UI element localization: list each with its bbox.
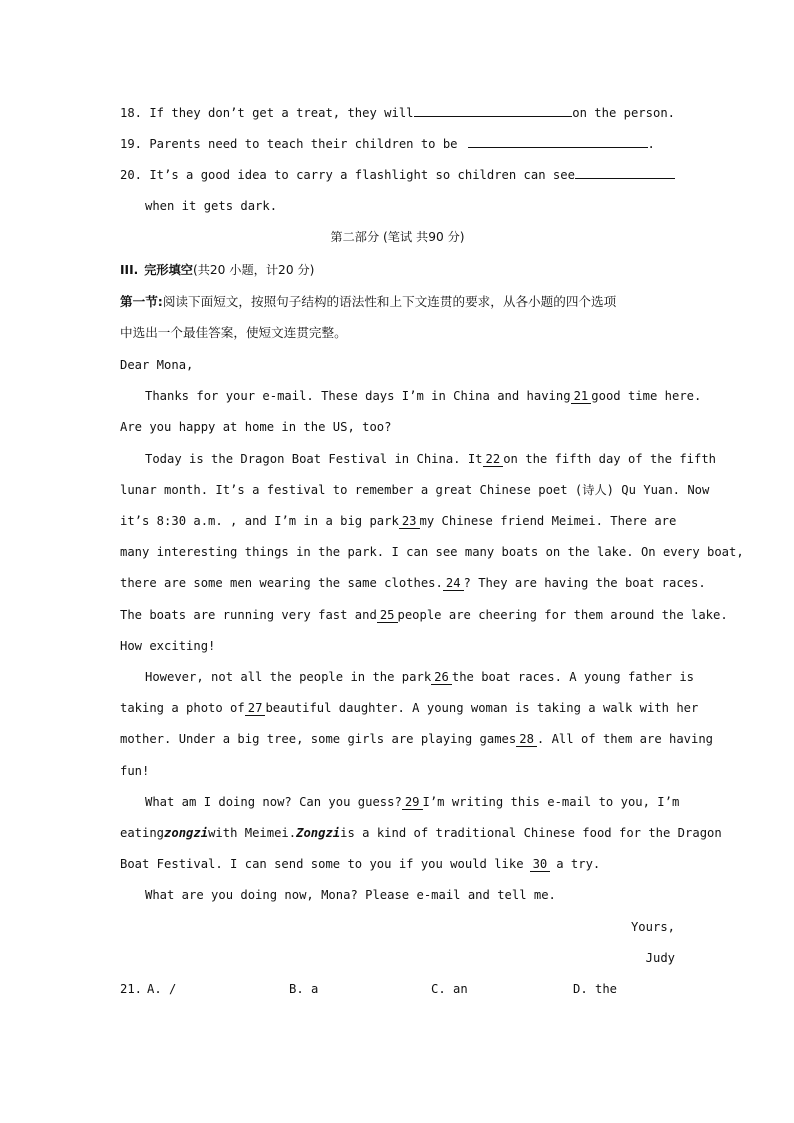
blank-30: 30 bbox=[530, 857, 551, 872]
letter-text: eating bbox=[120, 826, 165, 840]
signature-text: Judy bbox=[645, 951, 675, 965]
letter-greeting bbox=[120, 355, 675, 375]
blank-22: 22 bbox=[483, 452, 504, 467]
question-18-end: on the person. bbox=[572, 106, 675, 120]
letter-text: many interesting things in the park. I can see many boats on the lake. On every boat, bbox=[120, 545, 744, 559]
closing-text: Yours, bbox=[630, 920, 675, 934]
answer-blank-20 bbox=[575, 165, 675, 179]
greeting-text: Dear Mona, bbox=[120, 358, 194, 372]
section-number: III. bbox=[120, 263, 139, 277]
letter-text: What am I doing now? Can you guess? bbox=[145, 795, 402, 809]
letter-line bbox=[120, 511, 675, 531]
letter-line bbox=[145, 449, 717, 469]
letter-line bbox=[120, 698, 699, 718]
letter-signature bbox=[120, 948, 675, 968]
letter-closing bbox=[120, 917, 675, 937]
blank-24: 24 bbox=[443, 576, 464, 591]
blank-23: 23 bbox=[399, 514, 420, 529]
letter-text: ? They are having the boat races. bbox=[463, 576, 706, 590]
letter-line bbox=[145, 386, 702, 406]
letter-line bbox=[120, 823, 722, 843]
letter-text: it’s 8:30 a.m. , and I’m in a big park bbox=[120, 514, 399, 528]
section-three-heading bbox=[120, 260, 675, 280]
letter-text: . All of them are having bbox=[536, 732, 714, 746]
letter-text: lunar month. It’s a festival to remember a great Chinese poet (诗人) Qu Yuan. Now bbox=[120, 483, 710, 497]
instructions-line-2 bbox=[120, 323, 675, 343]
question-21-number: 21. bbox=[120, 982, 143, 996]
blank-26: 26 bbox=[431, 670, 452, 685]
letter-text: with Meimei. bbox=[208, 826, 297, 840]
letter-text: What are you doing now, Mona? Please e-mail and tell me. bbox=[145, 888, 556, 902]
letter-text: Are you happy at home in the US, too? bbox=[120, 420, 392, 434]
letter-text: I’m writing this e-mail to you, I’m bbox=[422, 795, 680, 809]
letter-line bbox=[120, 417, 675, 437]
answer-blank-19 bbox=[468, 134, 648, 148]
letter-text: the boat races. A young father is bbox=[451, 670, 694, 684]
letter-text: mother. Under a big tree, some girls are playing games bbox=[120, 732, 517, 746]
question-20 bbox=[120, 165, 675, 185]
part-two-title-text: 第二部分 (笔试 共90 分) bbox=[330, 230, 465, 244]
letter-text: However, not all the people in the park bbox=[145, 670, 432, 684]
question-19 bbox=[120, 134, 675, 154]
letter-text: people are cheering for them around the lake. bbox=[397, 608, 728, 622]
letter-line bbox=[145, 667, 694, 687]
letter-text: good time here. bbox=[591, 389, 702, 403]
letter-line bbox=[120, 729, 714, 749]
letter-text: The boats are running very fast and bbox=[120, 608, 377, 622]
letter-text: my Chinese friend Meimei. There are bbox=[419, 514, 677, 528]
letter-line bbox=[145, 792, 680, 812]
letter-text: on the fifth day of the fifth bbox=[503, 452, 717, 466]
option-d[interactable]: D. the bbox=[573, 982, 618, 996]
letter-text: a try. bbox=[556, 857, 601, 871]
letter-text: How exciting! bbox=[120, 639, 216, 653]
letter-line bbox=[120, 542, 744, 562]
instructions-line-1 bbox=[120, 292, 675, 312]
letter-text: Today is the Dragon Boat Festival in China. It bbox=[145, 452, 483, 466]
option-c[interactable]: C. an bbox=[431, 982, 468, 996]
answer-blank-18 bbox=[414, 103, 573, 117]
blank-29: 29 bbox=[402, 795, 423, 810]
blank-21: 21 bbox=[571, 389, 592, 404]
letter-text: is a kind of traditional Chinese food for the Dragon bbox=[340, 826, 722, 840]
question-20-cont-text: when it gets dark. bbox=[145, 199, 278, 213]
letter-line bbox=[145, 885, 675, 905]
letter-line bbox=[120, 605, 728, 625]
letter-text: Thanks for your e-mail. These days I’m in China and having bbox=[145, 389, 571, 403]
question-18-text: 18. If they don’t get a treat, they will bbox=[120, 106, 414, 120]
section-note: (共20 小题，计20 分) bbox=[192, 263, 315, 277]
instructions-text-1: 阅读下面短文，按照句子结构的语法性和上下文连贯的要求，从各小题的四个选项 bbox=[162, 294, 617, 309]
subsection-label: 第一节: bbox=[120, 294, 163, 309]
letter-line bbox=[120, 636, 675, 656]
question-18 bbox=[120, 103, 675, 123]
letter-text: beautiful daughter. A young woman is taking a walk with her bbox=[265, 701, 699, 715]
question-19-text: 19. Parents need to teach their children to be bbox=[120, 137, 458, 151]
question-19-end: . bbox=[647, 137, 655, 151]
letter-text-italic: zongzi bbox=[164, 826, 209, 840]
letter-text: Boat Festival. I can send some to you if you would like bbox=[120, 857, 524, 871]
section-title: 完形填空 bbox=[144, 263, 193, 277]
question-20-text: 20. It’s a good idea to carry a flashlight so children can see bbox=[120, 168, 575, 182]
blank-27: 27 bbox=[245, 701, 266, 716]
option-b[interactable]: B. a bbox=[289, 982, 319, 996]
blank-25: 25 bbox=[377, 608, 398, 623]
option-a[interactable]: A. / bbox=[147, 982, 177, 996]
part-two-title bbox=[120, 227, 675, 247]
letter-text: there are some men wearing the same clothes. bbox=[120, 576, 443, 590]
letter-line bbox=[120, 480, 710, 500]
instructions-text-2: 中选出一个最佳答案，使短文连贯完整。 bbox=[120, 325, 347, 340]
letter-line bbox=[120, 573, 706, 593]
letter-text: fun! bbox=[120, 764, 150, 778]
question-20-cont bbox=[145, 196, 675, 216]
letter-line bbox=[120, 854, 675, 874]
letter-line bbox=[120, 761, 675, 781]
blank-28: 28 bbox=[516, 732, 537, 747]
letter-text: taking a photo of bbox=[120, 701, 245, 715]
letter-text-italic: Zongzi bbox=[296, 826, 341, 840]
